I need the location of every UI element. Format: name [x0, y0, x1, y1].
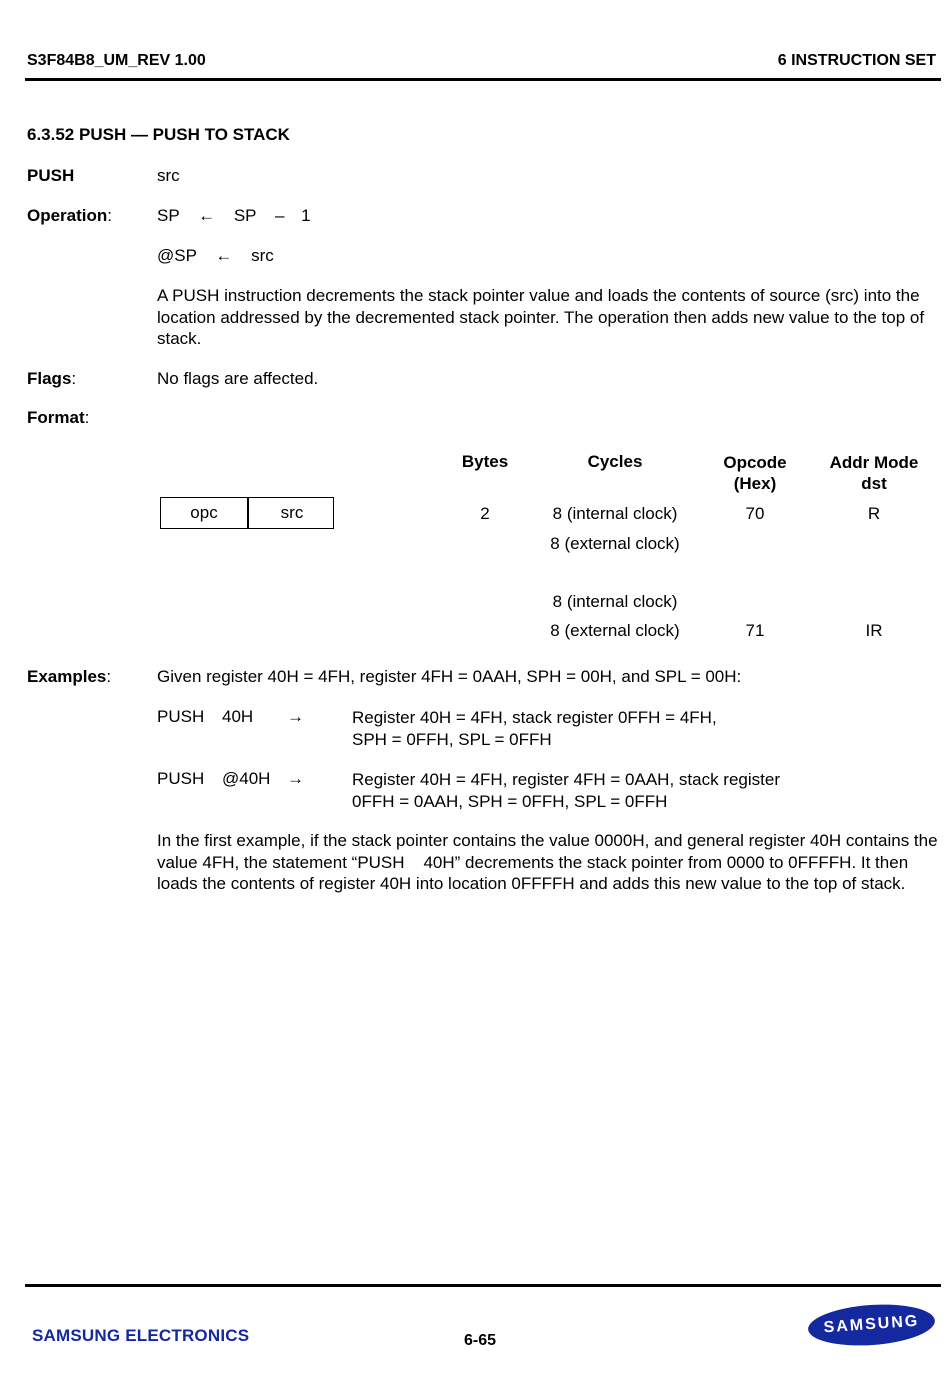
- row1-cycles-external: 8 (external clock): [550, 534, 680, 553]
- operation-label: Operation:: [27, 206, 113, 225]
- example1-result: Register 40H = 4FH, stack register 0FFH = 4FH, SPH = 0FFH, SPL = 0FFH: [352, 708, 717, 749]
- examples-explanation: In the first example, if the stack pointer contains the value 0000H, and general register 40H contains the value 4FH, the statement “PUSH 40H” decrements the stack pointer from 0000 to 0FFFFH. It then loads the contents of register 40H into location 0FFFFH and adds this new value to the top of stack.: [157, 831, 943, 893]
- examples-label: Examples:: [27, 667, 112, 686]
- example1-arrow-icon: →: [287, 707, 304, 726]
- row1-bytes: 2: [480, 504, 490, 523]
- row2-addr-mode: IR: [865, 621, 883, 640]
- example1-instr: PUSH: [157, 707, 205, 726]
- operation-description: A PUSH instruction decrements the stack pointer value and loads the contents of source (src) into the location addressed by the decremented stack pointer. The operation then adds new value to the top of stack.: [157, 286, 925, 348]
- format-field-src: src: [280, 503, 304, 522]
- header-rule: [25, 78, 941, 81]
- example2-instr: PUSH: [157, 769, 205, 788]
- example2-operand: @40H: [222, 769, 271, 788]
- operation-line-2: @SP ← src: [157, 246, 274, 265]
- instruction-format-box: [160, 497, 334, 529]
- example2-arrow-icon: →: [287, 769, 304, 788]
- row1-addr-mode: R: [867, 504, 881, 523]
- footer-rule: [25, 1284, 941, 1287]
- col-bytes-header: Bytes: [461, 452, 509, 471]
- row2-opcode: 71: [745, 621, 765, 640]
- row1-cycles-internal: 8 (internal clock): [552, 504, 678, 523]
- company-name: SAMSUNG ELECTRONICS: [32, 1326, 250, 1345]
- row1-opcode: 70: [745, 504, 765, 523]
- doc-id: S3F84B8_UM_REV 1.00: [27, 52, 206, 69]
- flags-text: No flags are affected.: [157, 369, 319, 388]
- col-addr-header: Addr Mode dst: [829, 453, 919, 493]
- row2-cycles-internal: 8 (internal clock): [552, 592, 678, 611]
- chapter-title: 6 INSTRUCTION SET: [777, 52, 936, 69]
- format-field-opc: opc: [190, 503, 218, 522]
- example1-operand: 40H: [222, 707, 254, 726]
- syntax-operand: src: [157, 166, 180, 185]
- col-opcode-header: Opcode (Hex): [723, 453, 787, 493]
- page-number: 6-65: [464, 1332, 497, 1349]
- row2-cycles-external: 8 (external clock): [550, 621, 680, 640]
- samsung-logo: SAMSUNG: [807, 1301, 936, 1350]
- examples-given: Given register 40H = 4FH, register 4FH = 0AAH, SPH = 00H, and SPL = 00H:: [157, 667, 742, 686]
- format-label: Format:: [27, 408, 90, 427]
- syntax-mnemonic: PUSH: [27, 166, 75, 185]
- section-title: 6.3.52 PUSH — PUSH TO STACK: [27, 125, 290, 144]
- example2-result: Register 40H = 4FH, register 4FH = 0AAH, stack register 0FFH = 0AAH, SPH = 0FFH, SPL = 0FFH: [352, 770, 780, 811]
- flags-label: Flags:: [27, 369, 77, 388]
- operation-line-1: SP ← SP – 1: [157, 206, 311, 225]
- col-cycles-header: Cycles: [587, 452, 643, 471]
